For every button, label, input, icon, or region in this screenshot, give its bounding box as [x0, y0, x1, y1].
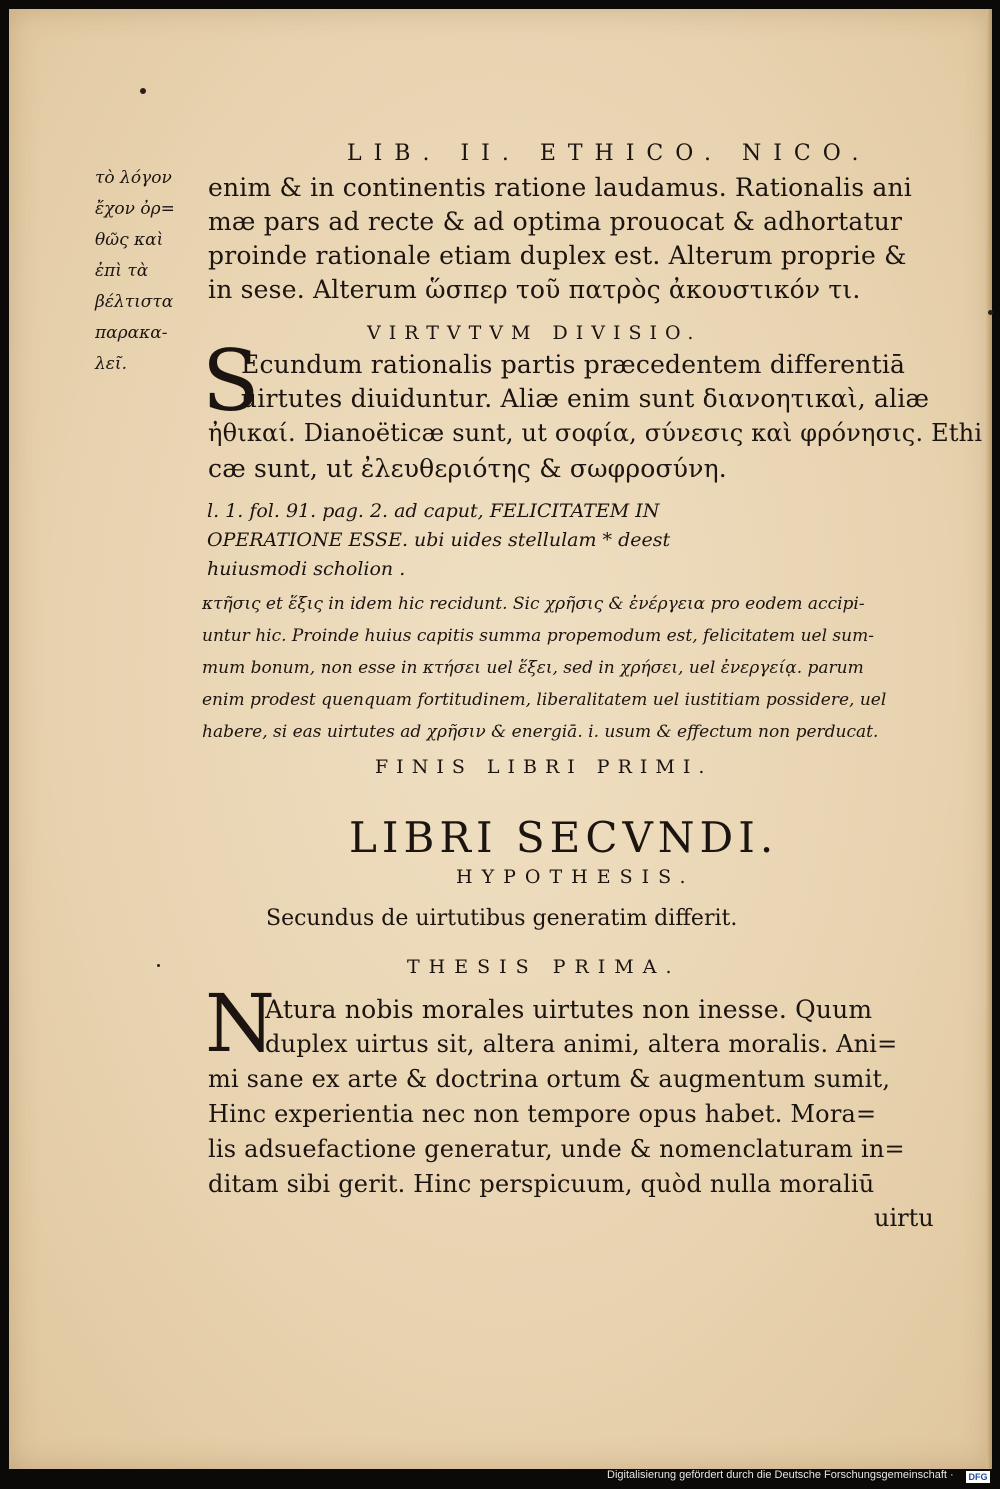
- body-line: ἠθικαί. Dianoëticæ sunt, ut σοφία, σύνεσις καὶ φρόνησις. Ethi: [208, 419, 983, 447]
- margin-note-line: ἐπὶ τὰ: [95, 261, 149, 281]
- dfg-logo-icon[interactable]: DFG: [966, 1471, 990, 1483]
- margin-note-line: τὸ λόγον: [95, 168, 172, 188]
- body-line: duplex uirtus sit, altera animi, altera moralis. Ani=: [265, 1030, 898, 1058]
- thesis-heading: THESIS PRIMA.: [407, 956, 681, 978]
- scholion-line: untur hic. Proinde huius capitis summa propemodum est, felicitatem uel sum-: [202, 626, 874, 646]
- scholion-line: enim prodest quenquam fortitudinem, liberalitatem uel iustitiam possidere, uel: [202, 690, 887, 710]
- body-line: ditam sibi gerit. Hinc perspicuum, quòd nulla moraliū: [208, 1170, 875, 1198]
- scholion-line: habere, si eas uirtutes ad χρῆσιν & energiā. i. usum & effectum non perducat.: [202, 722, 879, 742]
- margin-note-line: θῶς καὶ: [95, 230, 164, 250]
- margin-note-line: λεῖ.: [95, 354, 127, 374]
- ink-speck: [157, 964, 160, 967]
- catchword: uirtu: [874, 1204, 934, 1232]
- note-line: l. 1. fol. 91. pag. 2. ad caput, FELICITATEM IN: [207, 500, 660, 522]
- body-line: Atura nobis morales uirtutes non inesse. Quum: [265, 995, 873, 1024]
- page-edge: [986, 9, 992, 1469]
- book-page: [9, 9, 992, 1469]
- scholion-line: κτῆσις et ἕξις in idem hic recidunt. Sic χρῆσις & ἐνέργεια pro eodem accipi-: [202, 594, 865, 614]
- digitization-credit: Digitalisierung gefördert durch die Deutsche Forschungsgemeinschaft ·: [607, 1469, 954, 1481]
- drop-cap: N: [205, 977, 275, 1070]
- margin-note-line: βέλτιστα: [95, 292, 174, 312]
- margin-note-line: ἔχον ὀρ=: [95, 199, 175, 219]
- body-line: enim & in continentis ratione laudamus. Rationalis ani: [208, 173, 913, 202]
- body-line: Ecundum rationalis partis præcedentem differentiā: [241, 350, 906, 379]
- scholion-line: mum bonum, non esse in κτήσει uel ἕξει, sed in χρήσει, uel ἐνεργείᾳ. parum: [202, 658, 864, 678]
- body-line: lis adsuefactione generatur, unde & nomenclaturam in=: [208, 1135, 905, 1163]
- finis-heading: FINIS LIBRI PRIMI.: [375, 756, 713, 778]
- body-line: in sese. Alterum ὥσπερ τοῦ πατρὸς ἀκουστικόν τι.: [208, 275, 861, 304]
- book-title: LIBRI SECVNDI.: [349, 813, 779, 862]
- body-line: mæ pars ad recte & ad optima prouocat & adhortatur: [208, 207, 903, 236]
- drop-cap: S: [202, 332, 260, 430]
- section-title: VIRTVTVM DIVISIO.: [367, 322, 702, 344]
- body-line: Hinc experientia nec non tempore opus habet. Mora=: [208, 1100, 877, 1128]
- body-line: uirtutes diuiduntur. Aliæ enim sunt διανοητικαὶ, aliæ: [241, 384, 930, 413]
- hypothesis-heading: HYPOTHESIS.: [456, 866, 695, 888]
- note-line: OPERATIONE ESSE. ubi uides stellulam * deest: [207, 529, 671, 551]
- hypothesis-text: Secundus de uirtutibus generatim differit.: [266, 906, 738, 931]
- margin-note-line: παρακα-: [95, 323, 168, 343]
- ink-speck: [988, 310, 993, 315]
- ink-speck: [140, 88, 146, 94]
- running-header: LIB. II. ETHICO. NICO.: [347, 141, 871, 166]
- note-line: huiusmodi scholion .: [207, 558, 406, 580]
- body-line: proinde rationale etiam duplex est. Alterum proprie &: [208, 241, 907, 270]
- body-line: cæ sunt, ut ἐλευθεριότης & σωφροσύνη.: [208, 454, 727, 483]
- body-line: mi sane ex arte & doctrina ortum & augmentum sumit,: [208, 1065, 891, 1093]
